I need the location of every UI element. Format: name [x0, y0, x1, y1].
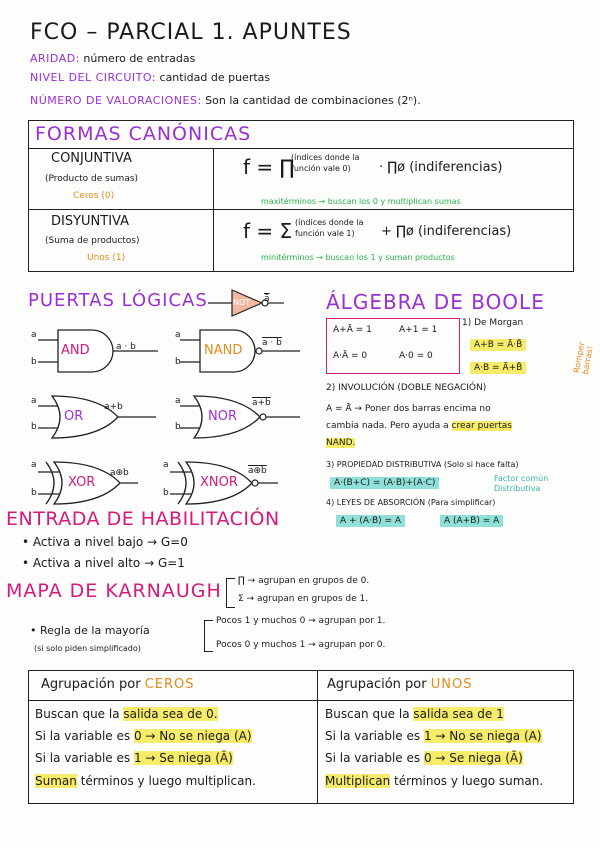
- absorcion-law-2: A (A+B) = A: [440, 515, 503, 527]
- morgan-law-1: A+B = Ā·B̄: [470, 339, 526, 351]
- def-valoraciones: [30, 94, 421, 107]
- morgan-law-2: A·B = Ā+B̄: [470, 362, 526, 374]
- and-input-a: a: [31, 330, 37, 340]
- def-nivel: [30, 71, 270, 84]
- conjuntiva-ceros: Ceros (0): [73, 191, 115, 201]
- conjuntiva-label: CONJUNTIVA: [51, 151, 132, 166]
- karnaugh-bracket: [226, 578, 235, 608]
- or-label: OR: [64, 409, 84, 424]
- or-input-a: a: [31, 396, 37, 406]
- conj-note: maxitérminos → buscan los 0 y multiplican sumas: [261, 197, 461, 206]
- table-row: [325, 707, 504, 721]
- axiom: A·0 = 0: [399, 351, 433, 361]
- habilitacion-bajo: • Activa a nivel bajo → G=0: [22, 535, 188, 549]
- table-row: [35, 751, 233, 765]
- disyuntiva-label: DISYUNTIVA: [51, 214, 130, 229]
- nor-label: NOR: [208, 409, 237, 424]
- xnor-output: a⊕b: [248, 466, 267, 476]
- involucion-text-2: [326, 421, 512, 431]
- distributiva-formula: A·(B+C) = (A·B)+(A·C): [330, 477, 439, 489]
- nand-label: NAND: [204, 343, 243, 358]
- nor-input-b: b: [175, 422, 181, 432]
- involucion-nand: NAND.: [326, 438, 356, 448]
- disyuntiva-sub: (Suma de productos): [45, 236, 140, 246]
- row-highlight: salida sea de 1: [413, 707, 504, 721]
- karnaugh-rule-sumas: Σ → agrupan en grupos de 1.: [238, 594, 369, 604]
- xnor-input-a: a: [163, 460, 169, 470]
- page-title: FCO – PARCIAL 1. APUNTES: [30, 20, 352, 45]
- def-desc: Son la cantidad de combinaciones (2ⁿ).: [205, 94, 421, 107]
- agrupacion-table: [28, 670, 574, 804]
- xnor-label: XNOR: [200, 475, 238, 490]
- xnor-input-b: b: [163, 488, 169, 498]
- row-highlight: Multiplican: [325, 774, 391, 788]
- xor-output: a⊕b: [110, 468, 129, 478]
- involucion-text-1: A = Ā̄ → Poner dos barras encima no: [326, 404, 491, 414]
- axiom: A+1 = 1: [399, 325, 438, 335]
- mayoria-sub: (si solo piden simplificado): [34, 644, 141, 653]
- and-input-b: b: [31, 357, 37, 367]
- xor-label: XOR: [68, 475, 96, 490]
- nor-output: a+b: [252, 398, 271, 408]
- row-text: Buscan que la: [35, 707, 120, 721]
- morgan-side-note: Romper barras!: [572, 341, 595, 376]
- conj-formula-indices: (índices donde la función vale 0): [291, 153, 360, 173]
- col1-header-ceros: CEROS: [144, 677, 195, 692]
- and-gate-icon: [28, 326, 168, 376]
- def-aridad: [30, 52, 195, 65]
- mayoria-rule-1: Pocos 1 y muchos 0 → agrupan por 1.: [216, 616, 386, 626]
- row-text: Si la variable es: [325, 729, 421, 743]
- disyuntiva-unos: Unos (1): [87, 253, 126, 263]
- absorcion-title: 4) LEYES DE ABSORCIÓN (Para simplificar): [326, 498, 496, 507]
- karnaugh-rule-productos: ∏ → agrupan en grupos de 0.: [238, 576, 370, 586]
- table-row: [35, 774, 256, 788]
- morgan-title: 1) De Morgan: [462, 318, 524, 328]
- not-label: NOT: [233, 298, 251, 307]
- col1-header: [41, 677, 195, 692]
- def-term: NIVEL DEL CIRCUITO:: [30, 71, 157, 84]
- table-row: [325, 751, 523, 765]
- axiom: A+Ā = 1: [333, 325, 372, 335]
- xor-input-b: b: [31, 488, 37, 498]
- nand-input-a: a: [175, 330, 181, 340]
- col1-header-text: Agrupación por: [41, 677, 141, 692]
- row-highlight: 1 → No se niega (A): [423, 729, 542, 743]
- def-desc: cantidad de puertas: [159, 71, 271, 84]
- distributiva-title: 3) PROPIEDAD DISTRIBUTIVA (Solo si hace falta): [326, 460, 519, 469]
- or-gate-icon: [28, 392, 168, 442]
- xor-gate-icon: [28, 458, 168, 508]
- disy-formula-prefix: f = Σ: [243, 219, 293, 243]
- row-highlight: 0 → Se niega (Ā): [423, 751, 523, 765]
- algebra-title: ÁLGEBRA DE BOOLE: [326, 290, 545, 314]
- row-text: términos y luego suman.: [394, 774, 544, 788]
- or-input-b: b: [31, 422, 37, 432]
- row-text: Buscan que la: [325, 707, 410, 721]
- karnaugh-title: MAPA DE KARNAUGH: [6, 580, 222, 602]
- habilitacion-title: ENTRADA DE HABILITACIÓN: [6, 508, 280, 530]
- nor-input-a: a: [175, 396, 181, 406]
- conj-formula-indif: · ∏ø (indiferencias): [379, 160, 503, 175]
- nor-gate-icon: [172, 392, 312, 442]
- absorcion-law-1: A + (A·B) = A: [336, 515, 405, 527]
- puertas-title: PUERTAS LÓGICAS: [28, 290, 208, 311]
- row-text: Si la variable es: [35, 729, 131, 743]
- xor-input-a: a: [31, 460, 37, 470]
- table-row: [325, 729, 542, 743]
- or-output: a+b: [104, 402, 123, 412]
- col2-header: [327, 677, 472, 692]
- def-desc: número de entradas: [83, 52, 196, 65]
- and-label: AND: [61, 343, 90, 358]
- def-term: ARIDAD:: [30, 52, 80, 65]
- conj-formula-prefix: f = ∏: [243, 155, 295, 179]
- row-text: Si la variable es: [35, 751, 131, 765]
- nand-output: a · b: [262, 338, 282, 348]
- row-text: términos y luego multiplican.: [80, 774, 256, 788]
- col2-header-unos: UNOS: [430, 677, 473, 692]
- row-highlight: 0 → No se niega (A): [133, 729, 252, 743]
- def-term: NÚMERO DE VALORACIONES:: [30, 94, 202, 107]
- row-highlight: salida sea de 0.: [123, 707, 218, 721]
- formas-canonicas-box: [28, 120, 574, 272]
- habilitacion-alto: • Activa a nivel alto → G=1: [22, 556, 185, 570]
- conjuntiva-sub: (Producto de sumas): [45, 174, 139, 184]
- algebra-axioms-box: [326, 318, 460, 374]
- table-row: [35, 707, 218, 721]
- col2-header-text: Agrupación por: [327, 677, 427, 692]
- table-row: [35, 729, 252, 743]
- mayoria-title: • Regla de la mayoría: [30, 624, 150, 637]
- row-highlight: 1 → Se niega (Ā): [133, 751, 233, 765]
- mayoria-rule-2: Pocos 0 y muchos 1 → agrupan por 0.: [216, 640, 386, 650]
- row-text: Si la variable es: [325, 751, 421, 765]
- disy-formula-indices: (índices donde la función vale 1): [295, 218, 364, 238]
- disy-note: minitérminos → buscan los 1 y suman productos: [261, 253, 455, 262]
- disy-formula-indif: + ∏ø (indiferencias): [381, 224, 512, 239]
- not-output: $\overline{ā}$: [264, 294, 270, 304]
- involucion-text-2a: cambia nada. Pero ayuda a: [326, 421, 449, 431]
- not-gate-icon: [208, 288, 308, 322]
- involucion-title: 2) INVOLUCIÓN (DOBLE NEGACIÓN): [326, 383, 487, 393]
- table-row: [325, 774, 543, 788]
- and-output: a · b: [116, 342, 136, 352]
- distributiva-note: Factor común Distributiva: [494, 474, 549, 493]
- row-highlight: Suman: [35, 774, 77, 788]
- mayoria-bracket: [204, 620, 213, 652]
- involucion-highlight: crear puertas: [451, 421, 512, 431]
- nand-input-b: b: [175, 357, 181, 367]
- formas-title: FORMAS CANÓNICAS: [35, 123, 252, 145]
- axiom: A·Ā = 0: [333, 351, 368, 361]
